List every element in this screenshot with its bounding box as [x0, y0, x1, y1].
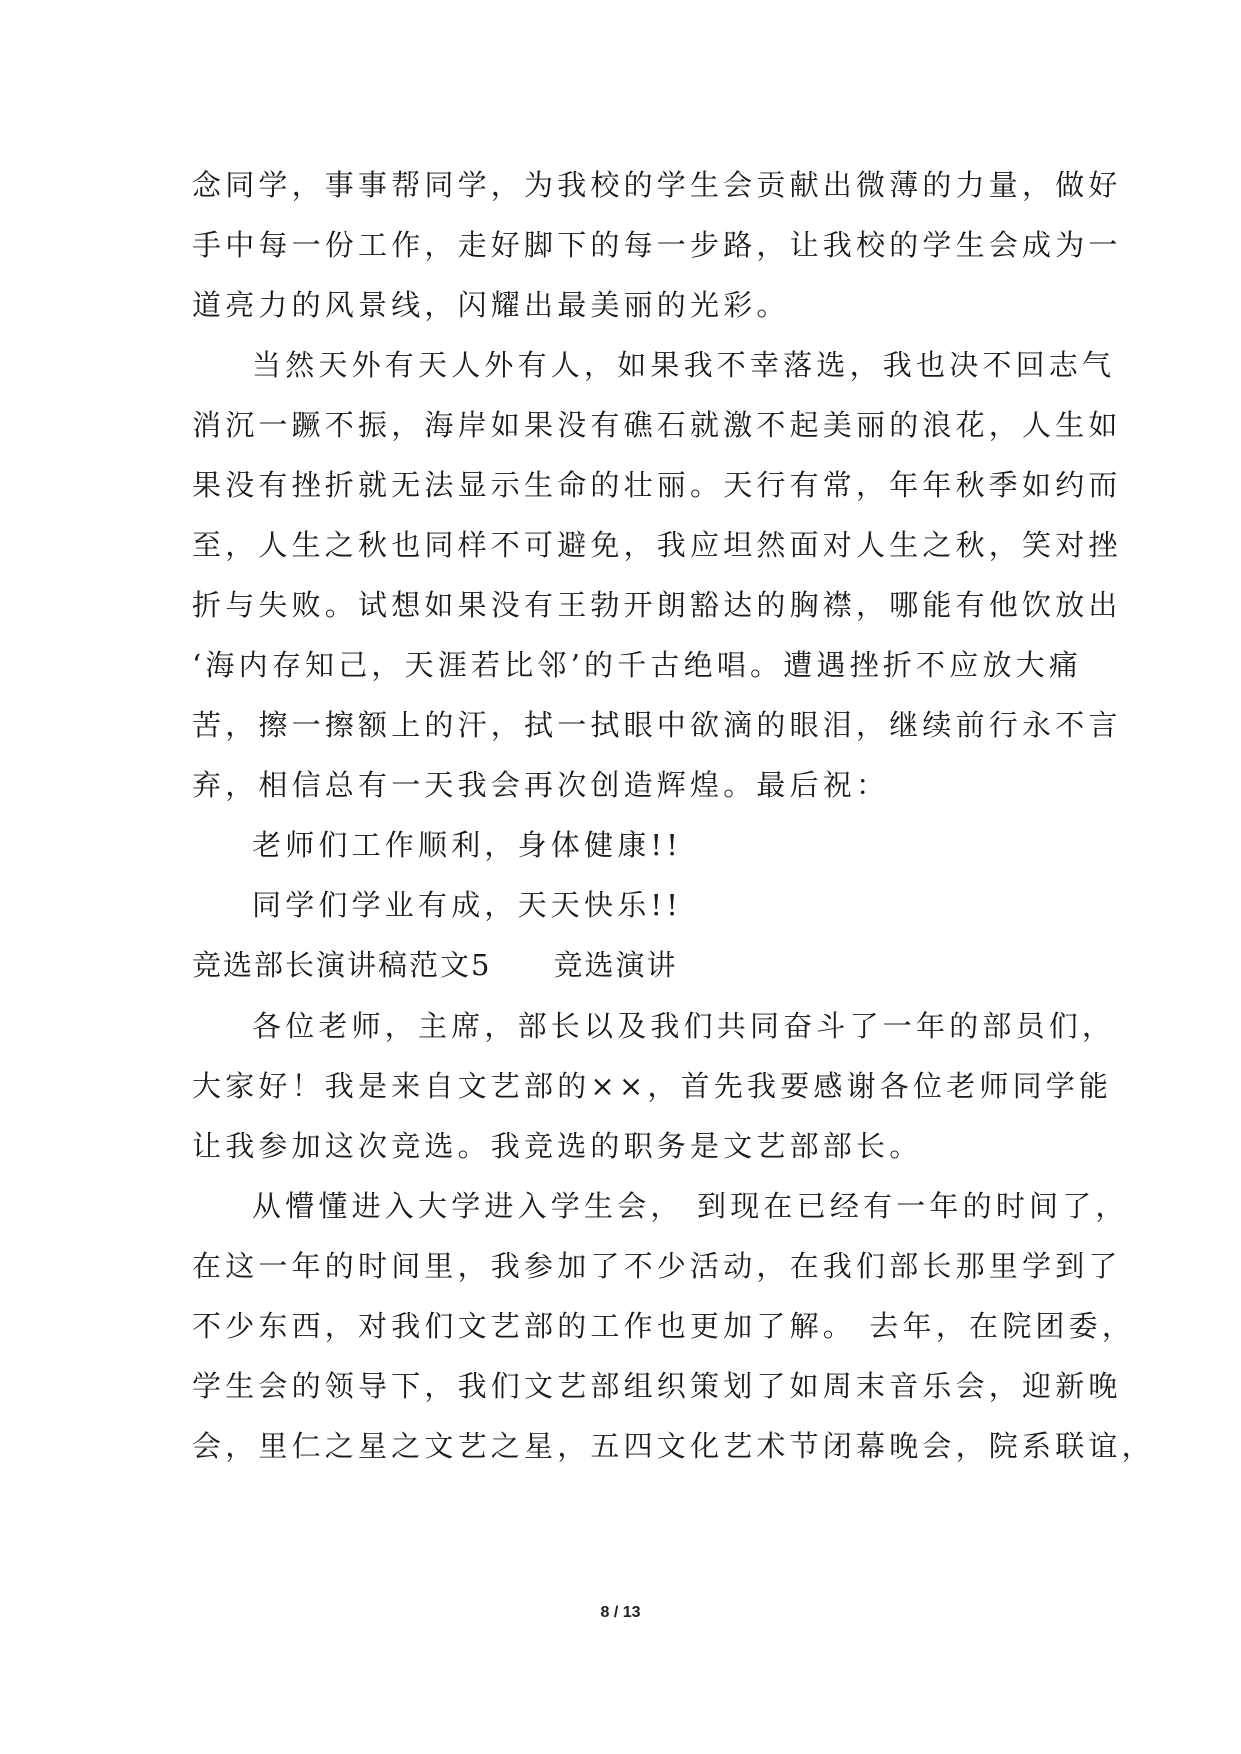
- text-line: 弃，相信总有一天我会再次创造辉煌。最后祝：: [192, 768, 890, 802]
- text-line: ‘海内存知己，天涯若比邻’的千古绝唱。遭遇挫折不应放大痛: [192, 648, 1083, 682]
- paragraph-start-line: 从懵懂进入大学进入学生会， 到现在已经有一年的时间了，: [252, 1189, 1129, 1223]
- text-line: 会，里仁之星之文艺之星，五四文化艺术节闭幕晚会，院系联谊，: [192, 1429, 1155, 1463]
- text-line: 至，人生之秋也同样不可避免，我应坦然面对人生之秋，笑对挫: [192, 528, 1122, 562]
- text-line: 大家好！我是来自文艺部的××，首先我要感谢各位老师同学能: [192, 1069, 1113, 1103]
- closing-wish-teachers: 老师们工作顺利，身体健康!!: [252, 828, 683, 862]
- text-line: 折与失败。试想如果没有王勃开朗豁达的胸襟，哪能有他饮放出: [192, 588, 1122, 622]
- text-line: 念同学，事事帮同学，为我校的学生会贡献出微薄的力量，做好: [192, 168, 1122, 202]
- closing-wish-students: 同学们学业有成，天天快乐!!: [252, 888, 683, 922]
- text-line: 学生会的领导下，我们文艺部组织策划了如周末音乐会，迎新晚: [192, 1369, 1122, 1403]
- paragraph-start-line: 当然天外有天人外有人，如果我不幸落选，我也决不回志气: [252, 348, 1116, 382]
- text-line: 不少东西，对我们文艺部的工作也更加了解。 去年，在院团委，: [192, 1309, 1136, 1343]
- text-line: 让我参加这次竞选。我竞选的职务是文艺部部长。: [192, 1129, 923, 1163]
- text-line: 在这一年的时间里，我参加了不少活动，在我们部长那里学到了: [192, 1249, 1122, 1283]
- text-line: 果没有挫折就无法显示生命的壮丽。天行有常，年年秋季如约而: [192, 468, 1122, 502]
- text-line: 手中每一份工作，走好脚下的每一步路，让我校的学生会成为一: [192, 228, 1122, 262]
- text-line: 苦，擦一擦额上的汗，拭一拭眼中欲滴的眼泪，继续前行永不言: [192, 708, 1122, 742]
- section-heading: 竞选部长演讲稿范文5 竞选演讲: [192, 948, 678, 982]
- paragraph-start-line: 各位老师，主席，部长以及我们共同奋斗了一年的部员们，: [252, 1009, 1116, 1043]
- text-line: 消沉一蹶不振，海岸如果没有礁石就激不起美丽的浪花，人生如: [192, 408, 1122, 442]
- text-line: 道亮力的风景线，闪耀出最美丽的光彩。: [192, 288, 790, 322]
- document-body: [192, 155, 1155, 1476]
- page-number: 8 / 13: [600, 1604, 641, 1621]
